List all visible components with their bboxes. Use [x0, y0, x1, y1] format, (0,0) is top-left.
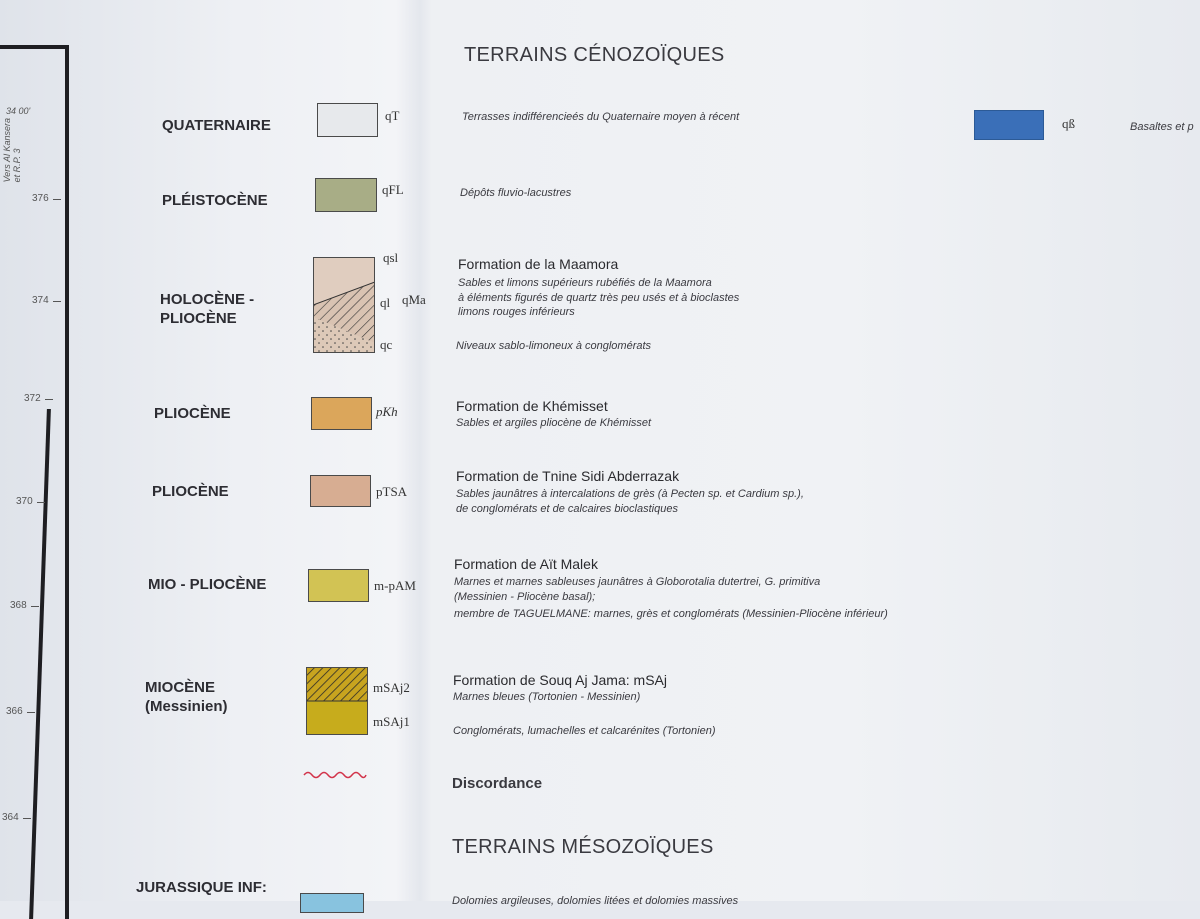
heading-cenozoic: TERRAINS CÉNOZOÏQUES [464, 44, 725, 66]
formation-title: Formation de Souq Aj Jama: mSAj [453, 672, 667, 688]
description: Niveaux sablo-limoneux à conglomérats [456, 340, 652, 352]
formation-title: Formation de la Maamora [458, 256, 619, 272]
description: membre de TAGUELMANE: marnes, grès et conglomérats (Messinien-Pliocène inférieur) [454, 608, 888, 620]
age-label: JURASSIQUE INF: [136, 879, 267, 896]
description: Basaltes et p [1130, 121, 1194, 133]
swatch-mpAM [308, 569, 369, 602]
code-label: mSAj2 [373, 680, 410, 695]
grid-tick: 364 [2, 812, 19, 823]
description: Marnes et marnes sableuses jaunâtres à Globorotalia dutertrei, G. primitiva [454, 576, 821, 588]
code-label: qMa [402, 292, 426, 307]
age-label: HOLOCÈNE - PLIOCÈNE [160, 291, 255, 327]
code-label: pKh [376, 404, 398, 419]
swatch-jurassic [300, 893, 364, 913]
grid-tick: 372 [24, 393, 41, 404]
description: de conglomérats et de calcaires bioclastiques [456, 503, 678, 515]
swatch-pTSA [310, 475, 371, 507]
grid-tick: 374 [32, 295, 49, 306]
age-label: PLÉISTOCÈNE [162, 192, 268, 209]
formation-title: Formation de Aït Malek [454, 556, 598, 572]
code-label: pTSA [376, 484, 408, 499]
swatch-qB [974, 110, 1044, 140]
description: Conglomérats, lumachelles et calcarénites (Tortonien) [453, 725, 716, 737]
description: Dolomies argileuses, dolomies litées et dolomies massives [452, 895, 739, 907]
grid-tick: 368 [10, 600, 27, 611]
description: limons rouges inférieurs [458, 306, 575, 318]
code-label: ql [380, 295, 391, 310]
route-note: Vers Al Kansera et R.P. 3 [2, 118, 22, 183]
description: Sables et limons supérieurs rubéfiés de la Maamora [458, 277, 712, 289]
code-label: qß [1062, 116, 1075, 131]
coordinate-label: 34 00' [6, 106, 31, 116]
discordance-label: Discordance [452, 775, 543, 792]
description: Sables jaunâtres à intercalations de grès (à Pecten sp. et Cardium sp.), [456, 488, 804, 500]
age-label: MIO - PLIOCÈNE [148, 576, 267, 593]
grid-tick: 376 [32, 193, 49, 204]
swatch-qFL [315, 178, 377, 212]
code-label: qFL [382, 182, 404, 197]
grid-tick: 370 [16, 496, 33, 507]
code-label: m-pAM [374, 578, 416, 593]
age-label: MIOCÈNE (Messinien) [145, 679, 228, 715]
swatch-pKh [311, 397, 372, 430]
description: (Messinien - Pliocène basal); [454, 591, 596, 603]
heading-mesozoic: TERRAINS MÉSOZOÏQUES [452, 836, 714, 858]
age-label: PLIOCÈNE [152, 483, 229, 500]
formation-title: Formation de Khémisset [456, 398, 608, 414]
swatch-qMa [313, 257, 375, 353]
swatch-mSAj [306, 667, 368, 735]
code-label: qc [380, 337, 393, 352]
description: Terrasses indifférencieés du Quaternaire moyen à récent [462, 111, 740, 123]
description: à éléments figurés de quartz très peu usés et à bioclastes [458, 292, 740, 304]
description: Sables et argiles pliocène de Khémisset [456, 417, 652, 429]
grid-tick: 366 [6, 706, 23, 717]
description: Dépôts fluvio-lacustres [460, 187, 572, 199]
code-label: mSAj1 [373, 714, 410, 729]
swatch-qT [317, 103, 378, 137]
code-label: qsl [383, 250, 399, 265]
age-label: QUATERNAIRE [162, 117, 271, 134]
code-label: qT [385, 108, 400, 123]
description: Marnes bleues (Tortonien - Messinien) [453, 691, 641, 703]
formation-title: Formation de Tnine Sidi Abderrazak [456, 468, 680, 484]
age-label: PLIOCÈNE [154, 405, 231, 422]
discordance-symbol [302, 768, 368, 782]
